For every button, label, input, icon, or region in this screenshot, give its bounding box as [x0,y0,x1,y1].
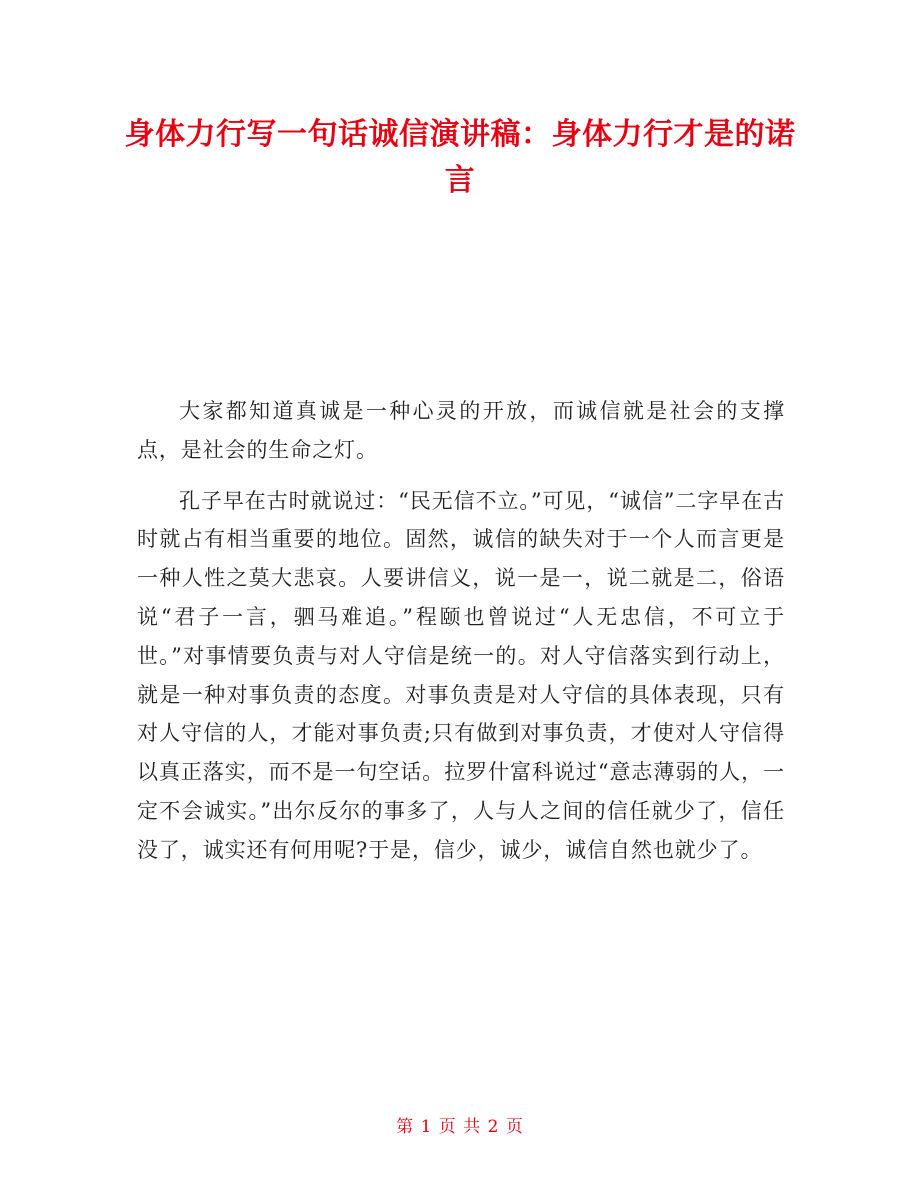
document-title: 身体力行写一句话诚信演讲稿：身体力行才是的诺言 [124,117,796,198]
page-number-footer: 第 1 页 共 2 页 [396,1117,524,1137]
document-body [137,392,785,870]
paragraph-intro: 大家都知道真诚是一种心灵的开放，而诚信就是社会的支撑点，是社会的生命之灯。 [137,399,785,462]
paragraph-main: 孔子早在古时就说过：“民无信不立。”可见，“诚信”二字早在古时就占有相当重要的地位。固然，诚信的缺失对于一个人而言更是一种人性之莫大悲哀。人要讲信义，说一是一，说二就是二，俗语说“君子一言，驷马难追。”程颐也曾说过“人无忠信，不可立于世。”对事情要负责与对人守信是统一的。对人守信落实到行动上，就是一种对事负责的态度。对事负责是对人守信的具体表现，只有对人守信的人，才能对事负责;只有做到对事负责，才使对人守信得以真正落实，而不是一句空话。拉罗什富科说过“意志薄弱的人，一定不会诚实。”出尔反尔的事多了，人与人之间的信任就少了，信任没了，诚实还有何用呢?于是，信少，诚少，诚信自然也就少了。 [137,488,785,862]
